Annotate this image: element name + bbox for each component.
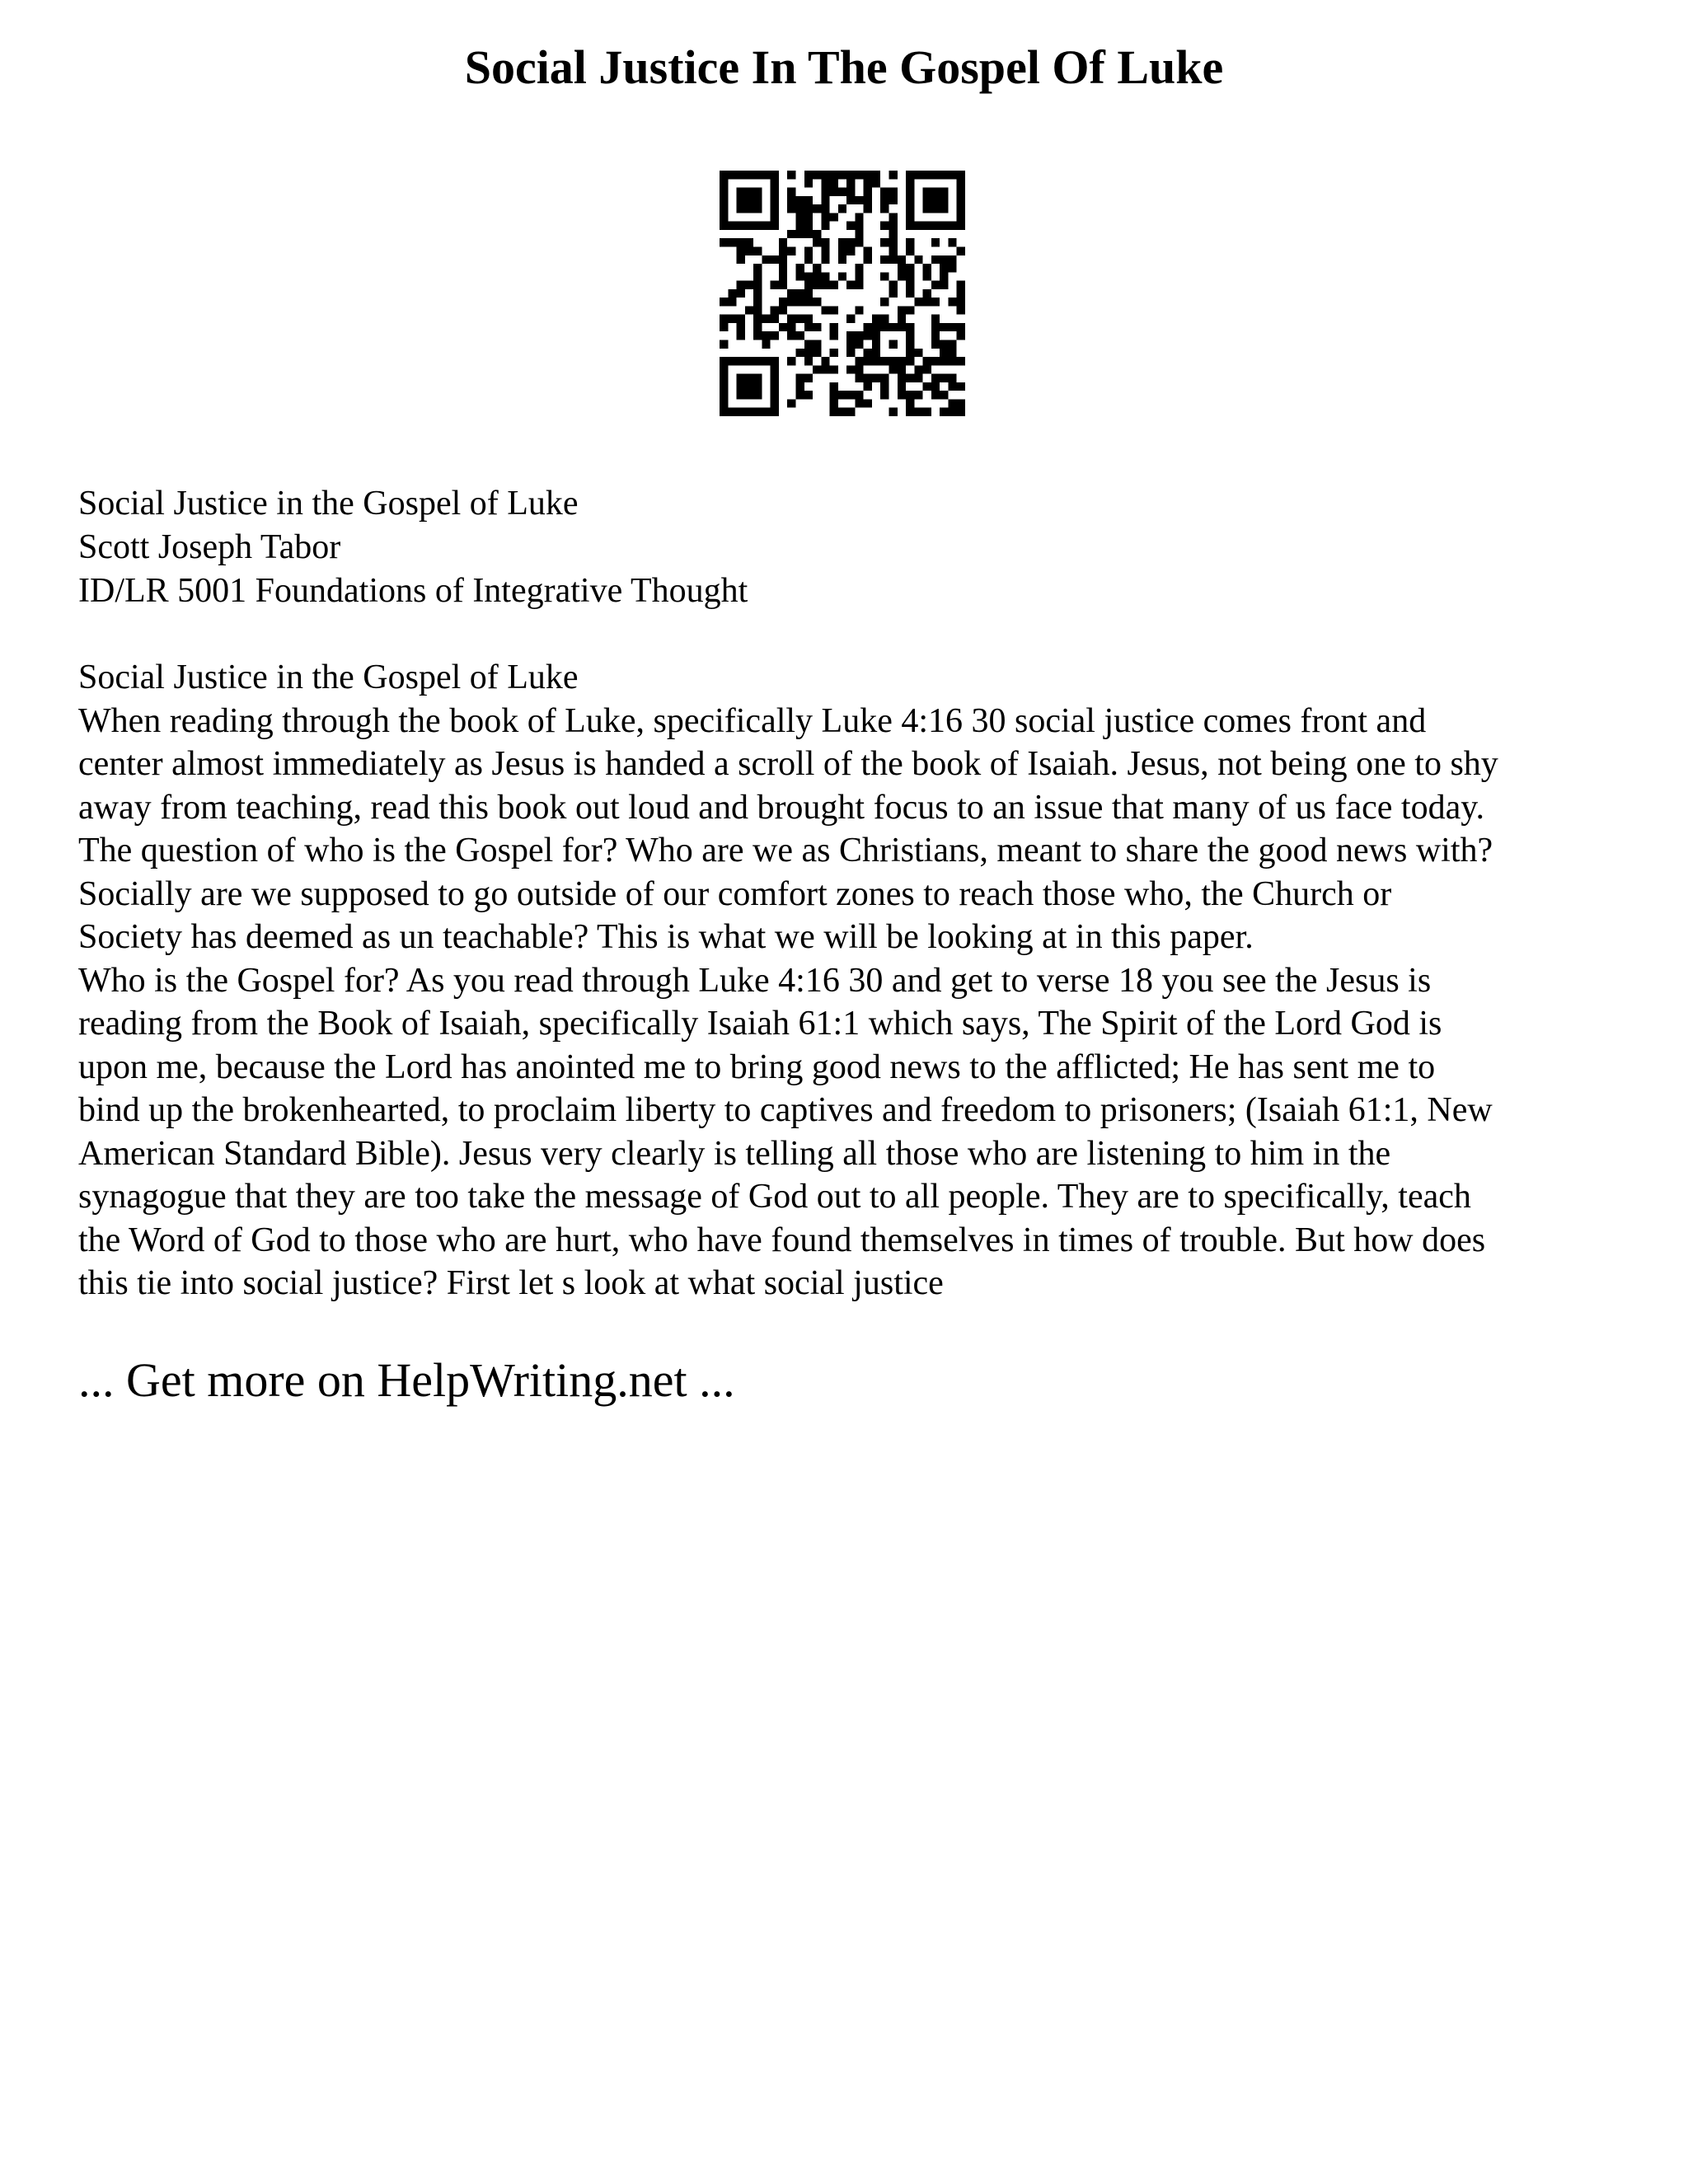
- body-line: bind up the brokenhearted, to proclaim liberty to captives and freedom to prisoners; (Isaiah 61:1, New: [78, 1091, 1493, 1129]
- body-line: reading from the Book of Isaiah, specifically Isaiah 61:1 which says, The Spirit of the Lord God is: [78, 1005, 1442, 1043]
- meta-author: Scott Joseph Tabor: [78, 528, 341, 566]
- body-line: this tie into social justice? First let s look at what social justice: [78, 1264, 944, 1302]
- body-heading: Social Justice in the Gospel of Luke: [78, 658, 579, 696]
- body-line: When reading through the book of Luke, specifically Luke 4:16 30 social justice comes front and: [78, 701, 1427, 740]
- meta-course: ID/LR 5001 Foundations of Integrative Thought: [78, 572, 748, 610]
- body-line: synagogue that they are too take the message of God out to all people. They are to specifically, teach: [78, 1178, 1471, 1216]
- body-line: Society has deemed as un teachable? This is what we will be looking at in this paper.: [78, 918, 1254, 956]
- document-title: Social Justice In The Gospel Of Luke: [464, 40, 1224, 94]
- get-more-link[interactable]: ... Get more on HelpWriting.net ...: [78, 1353, 735, 1407]
- body-line: center almost immediately as Jesus is handed a scroll of the book of Isaiah. Jesus, not being one to shy: [78, 745, 1498, 783]
- body-line: Socially are we supposed to go outside of our comfort zones to reach those who, the Church or: [78, 874, 1392, 913]
- body-line: the Word of God to those who are hurt, who have found themselves in times of trouble. But how does: [78, 1221, 1486, 1259]
- document-meta: [78, 482, 1628, 613]
- document-body: [78, 656, 1628, 1305]
- body-line: American Standard Bible). Jesus very clearly is telling all those who are listening to him in the: [78, 1134, 1391, 1173]
- meta-paper-title: Social Justice in the Gospel of Luke: [78, 485, 579, 523]
- qr-code-graphic: [720, 171, 965, 416]
- body-line: The question of who is the Gospel for? Who are we as Christians, meant to share the good news with?: [78, 832, 1493, 869]
- body-line: upon me, because the Lord has anointed me to bring good news to the afflicted; He has sent me to: [78, 1047, 1436, 1086]
- qr-code-icon: [720, 171, 965, 416]
- body-line: Who is the Gospel for? As you read through Luke 4:16 30 and get to verse 18 you see the Jesus is: [78, 961, 1432, 1000]
- body-line: away from teaching, read this book out loud and brought focus to an issue that many of us face today.: [78, 788, 1485, 827]
